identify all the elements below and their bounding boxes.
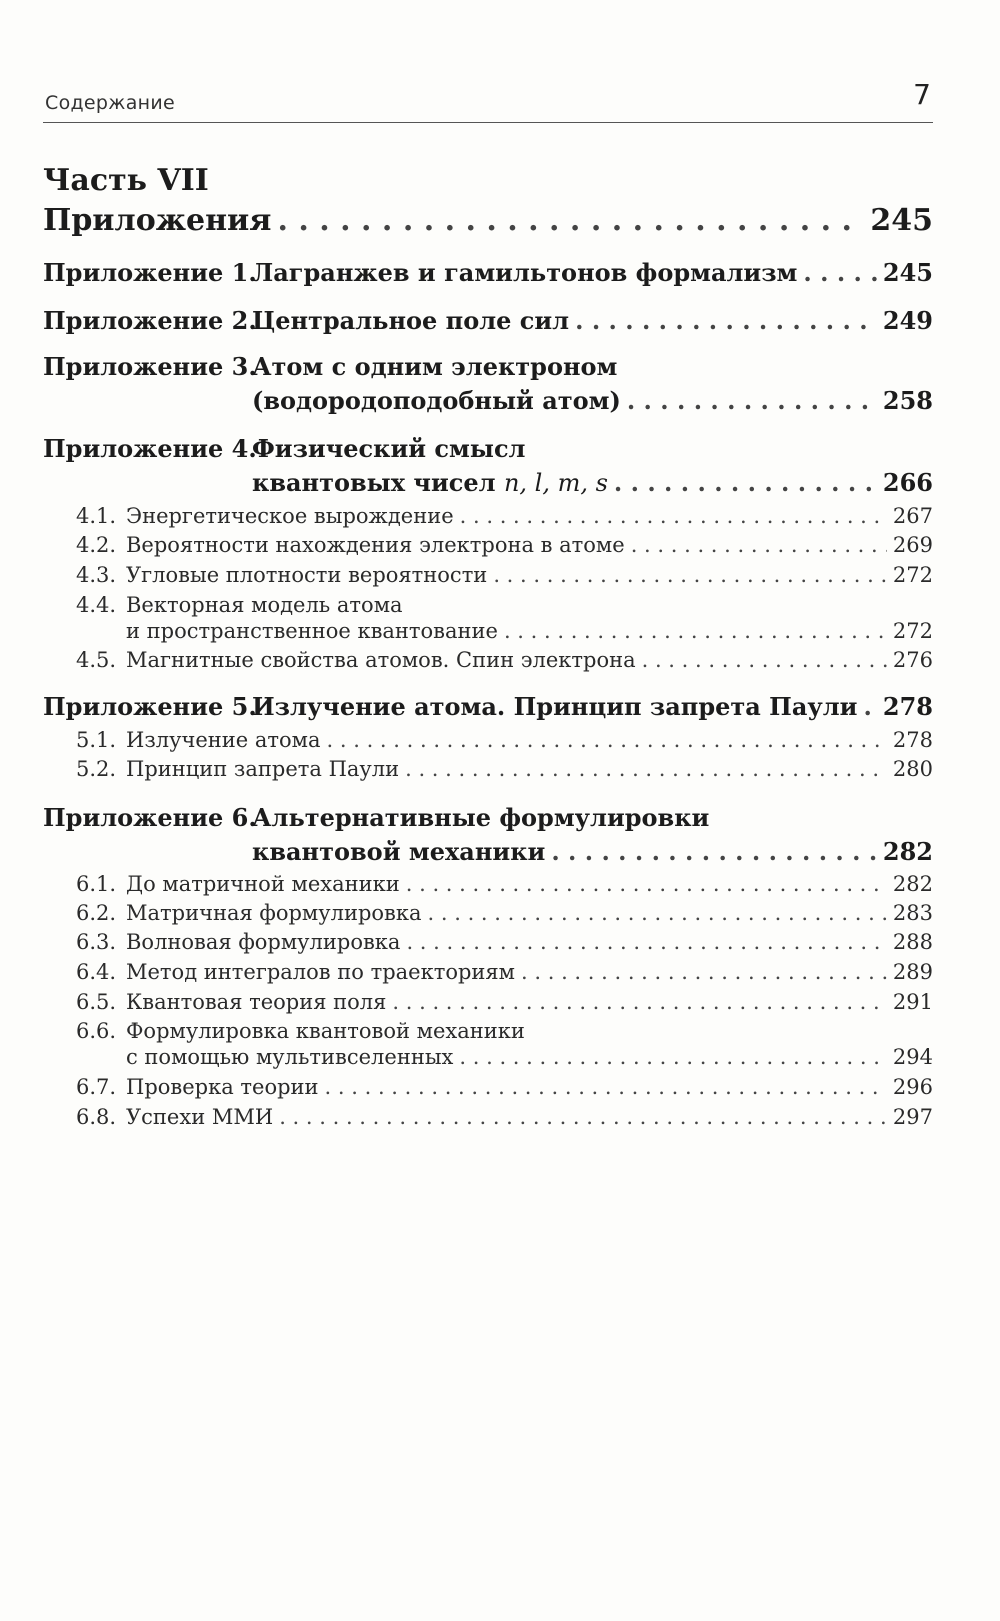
leader-dots	[521, 960, 887, 984]
section-title: Вероятности нахождения электрона в атоме	[126, 533, 625, 557]
leader-dots	[277, 203, 864, 238]
appendix-title-line1: Физический смысл	[252, 434, 526, 463]
page-ref: 289	[892, 960, 933, 984]
leader-dots	[627, 386, 877, 415]
appendix-title-line2: (водородоподобный атом)	[252, 386, 621, 415]
page-ref: 283	[892, 901, 933, 925]
toc-section-4-4[interactable]	[126, 619, 933, 643]
toc-section-5-1[interactable]	[126, 728, 933, 752]
page-ref: 280	[892, 757, 933, 781]
section-title-line2: с помощью мультивселенных	[126, 1045, 454, 1069]
section-title-line1: Формулировка квантовой механики	[126, 1019, 525, 1043]
appendix-number: Приложение 1.	[43, 258, 257, 287]
section-title-line1: Векторная модель атома	[126, 593, 403, 617]
leader-dots	[493, 563, 887, 587]
leader-dots	[406, 930, 886, 954]
page-ref: 267	[892, 504, 933, 528]
page-ref: 282	[892, 872, 933, 896]
section-title: Проверка теории	[126, 1075, 319, 1099]
toc-appendix-4[interactable]	[252, 468, 933, 497]
toc-section-4-2[interactable]	[126, 533, 933, 557]
leader-dots	[459, 1045, 887, 1069]
toc-appendix-6-head[interactable]	[43, 803, 709, 832]
toc-section-6-8[interactable]	[126, 1105, 933, 1129]
section-number: 5.1.	[76, 728, 117, 752]
leader-dots	[279, 1105, 887, 1129]
toc-section-4-5[interactable]	[126, 648, 933, 672]
leader-dots	[325, 1075, 887, 1099]
toc-appendix-4-head[interactable]	[43, 434, 525, 463]
toc-part-entry[interactable]	[43, 203, 933, 238]
section-title: Принцип запрета Паули	[126, 757, 400, 781]
running-header	[43, 78, 933, 123]
appendix-number: Приложение 2.	[43, 306, 257, 335]
page-ref: 245	[870, 203, 933, 238]
section-title: Метод интегралов по траекториям	[126, 960, 516, 984]
toc-section-4-3[interactable]	[126, 563, 933, 587]
page-ref: 291	[892, 990, 933, 1014]
section-title: Волновая формулировка	[126, 930, 401, 954]
page-ref: 272	[892, 619, 933, 643]
section-number: 6.7.	[76, 1075, 117, 1099]
page-ref: 278	[882, 692, 933, 721]
page-ref: 249	[882, 306, 933, 335]
page-ref: 288	[892, 930, 933, 954]
leader-dots	[428, 901, 887, 925]
toc-section-6-6[interactable]	[126, 1045, 933, 1069]
appendix-title: Центральное поле сил	[252, 306, 570, 335]
toc-appendix-5[interactable]	[43, 692, 933, 721]
section-number: 4.3.	[76, 563, 117, 587]
section-title: Успехи ММИ	[126, 1105, 274, 1129]
toc-appendix-2[interactable]	[43, 306, 933, 335]
section-number: 6.1.	[76, 872, 117, 896]
page-ref: 266	[882, 468, 933, 497]
toc-appendix-6[interactable]	[252, 837, 933, 866]
page-ref: 276	[892, 648, 933, 672]
section-title: Матричная формулировка	[126, 901, 422, 925]
leader-dots	[392, 990, 887, 1014]
toc-section-6-1[interactable]	[126, 872, 933, 896]
appendix-number: Приложение 3.	[43, 352, 257, 381]
toc-section-6-3[interactable]	[126, 930, 933, 954]
section-title: Энергетическое вырождение	[126, 504, 454, 528]
page-ref: 269	[892, 533, 933, 557]
page-ref: 296	[892, 1075, 933, 1099]
section-number: 4.5.	[76, 648, 117, 672]
page-ref: 258	[882, 386, 933, 415]
appendix-title-line2: квантовой механики	[252, 837, 546, 866]
page-ref: 272	[892, 563, 933, 587]
section-title: Квантовая теория поля	[126, 990, 387, 1014]
leader-dots	[631, 533, 887, 557]
leader-dots	[803, 258, 877, 287]
toc-appendix-3[interactable]	[252, 386, 933, 415]
appendix-title: Излучение атома. Принцип запрета Паули	[252, 692, 858, 721]
toc-section-6-2[interactable]	[126, 901, 933, 925]
appendix-number: Приложение 6.	[43, 803, 257, 832]
section-number: 4.1.	[76, 504, 117, 528]
appendix-number: Приложение 5.	[43, 692, 257, 721]
toc-section-6-5[interactable]	[126, 990, 933, 1014]
toc-section-6-4[interactable]	[126, 960, 933, 984]
leader-dots	[504, 619, 887, 643]
leader-dots	[575, 306, 877, 335]
page-ref: 278	[892, 728, 933, 752]
part-title: Приложения	[43, 203, 272, 238]
section-number: 4.4.	[76, 593, 117, 617]
section-title: Излучение атома	[126, 728, 321, 752]
toc-appendix-1[interactable]	[43, 258, 933, 287]
page-ref: 294	[892, 1045, 933, 1069]
running-title: Содержание	[45, 92, 175, 114]
leader-dots	[327, 728, 887, 752]
page-number: 7	[913, 78, 931, 111]
section-title-line2: и пространственное квантование	[126, 619, 498, 643]
toc-section-6-7[interactable]	[126, 1075, 933, 1099]
section-number: 6.3.	[76, 930, 117, 954]
leader-dots	[405, 757, 887, 781]
part-label: Часть VII	[43, 163, 209, 198]
appendix-title: Лагранжев и гамильтонов формализм	[252, 258, 798, 287]
section-title: Угловые плотности вероятности	[126, 563, 488, 587]
leader-dots	[642, 648, 887, 672]
section-number: 6.8.	[76, 1105, 117, 1129]
leader-dots	[460, 504, 887, 528]
section-title: До матричной механики	[126, 872, 400, 896]
leader-dots	[863, 692, 876, 721]
toc-section-5-2[interactable]	[126, 757, 933, 781]
page-ref: 245	[882, 258, 933, 287]
section-number: 4.2.	[76, 533, 117, 557]
leader-dots	[551, 837, 877, 866]
appendix-title-line1: Атом с одним электроном	[252, 352, 618, 381]
appendix-title-line2: квантовых чисел	[252, 468, 496, 497]
leader-dots	[406, 872, 887, 896]
section-title: Магнитные свойства атомов. Спин электрона	[126, 648, 636, 672]
leader-dots	[614, 468, 877, 497]
quantum-number-variables: n, l, m, s	[503, 469, 608, 497]
section-number: 6.4.	[76, 960, 117, 984]
toc-appendix-3-head[interactable]	[43, 352, 617, 381]
section-number: 6.6.	[76, 1019, 117, 1043]
page-ref: 282	[882, 837, 933, 866]
toc-section-4-1[interactable]	[126, 504, 933, 528]
appendix-number: Приложение 4.	[43, 434, 257, 463]
section-number: 6.2.	[76, 901, 117, 925]
page-ref: 297	[892, 1105, 933, 1129]
appendix-title-line1: Альтернативные формулировки	[252, 803, 710, 832]
section-number: 5.2.	[76, 757, 117, 781]
section-number: 6.5.	[76, 990, 117, 1014]
